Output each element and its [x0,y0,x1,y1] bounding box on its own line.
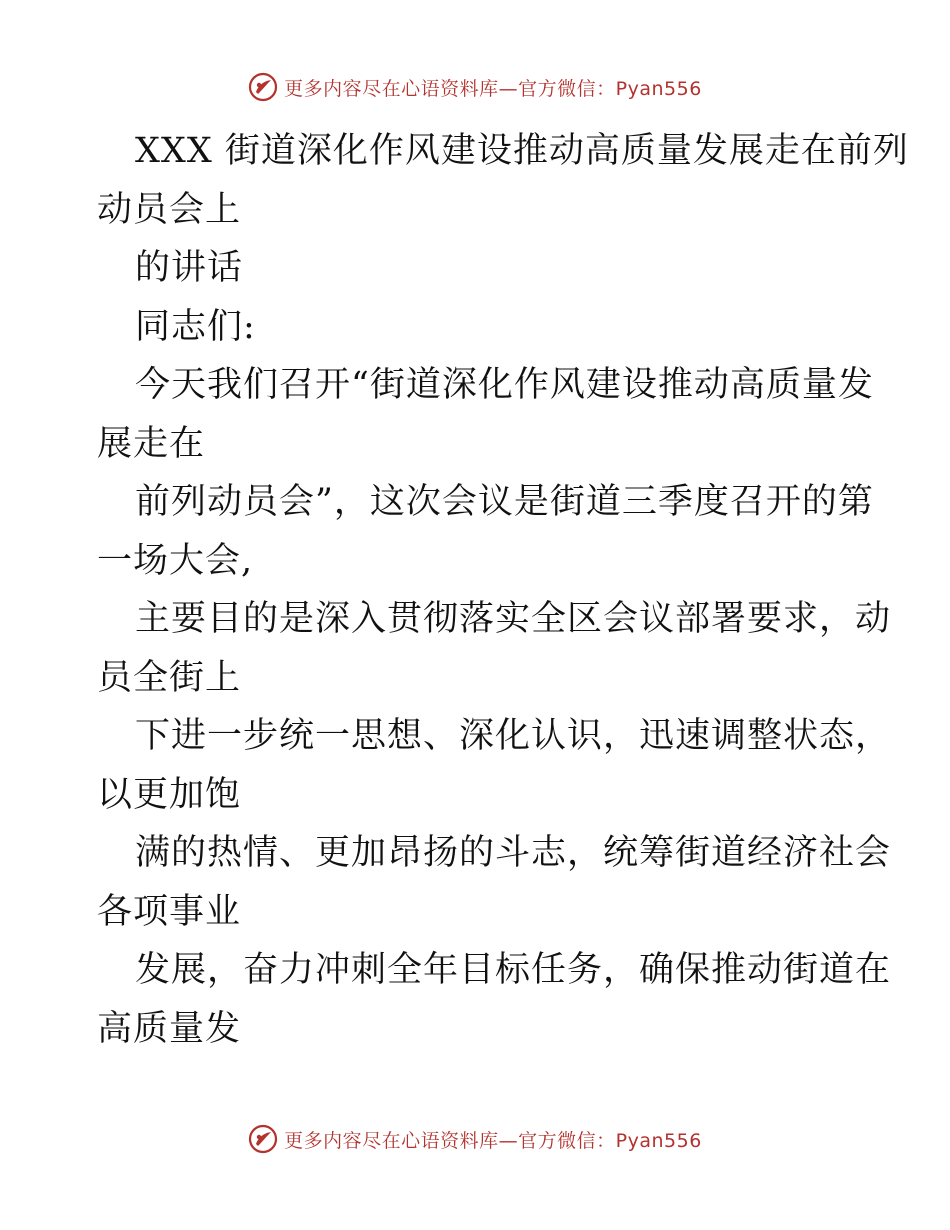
book-seal-logo [248,72,278,102]
paragraph-line: 员全街上 [97,657,242,698]
paragraph-line: 高质量发 [97,1008,242,1049]
paragraph-line: 发展，奋力冲刺全年目标任务，确保推动街道在 [135,950,892,990]
header-banner-text: 更多内容尽在心语资料库—官方微信：Pyan556 [284,77,702,100]
footer-banner [0,1124,950,1154]
book-seal-logo [248,1124,278,1154]
paragraph-line: 以更加饱 [97,774,242,815]
paragraph-line: 一场大会, [97,540,254,581]
header-banner [0,72,950,102]
paragraph-line: 今天我们召开“街道深化作风建设推动高质量发 [135,365,874,405]
paragraph-line: 满的热情、更加昂扬的斗志，统筹街道经济社会 [135,833,892,873]
title-line-3: 的讲话 [135,248,244,288]
paragraph-line: 主要目的是深入贯彻落实全区会议部署要求，动 [135,599,892,639]
footer-banner-text: 更多内容尽在心语资料库—官方微信：Pyan556 [284,1129,702,1152]
paragraph-line: 各项事业 [97,891,242,932]
paragraph-line: 展走在 [97,423,206,464]
paragraph-line: 前列动员会”，这次会议是街道三季度召开的第 [135,482,874,522]
title-line-1: XXX 街道深化作风建设推动高质量发展走在前列 [135,131,909,171]
document-body [97,122,909,1058]
salutation: 同志们: [135,306,256,347]
paragraph-line: 下进一步统一思想、深化认识，迅速调整状态， [135,716,892,756]
title-line-2: 动员会上 [97,189,242,230]
